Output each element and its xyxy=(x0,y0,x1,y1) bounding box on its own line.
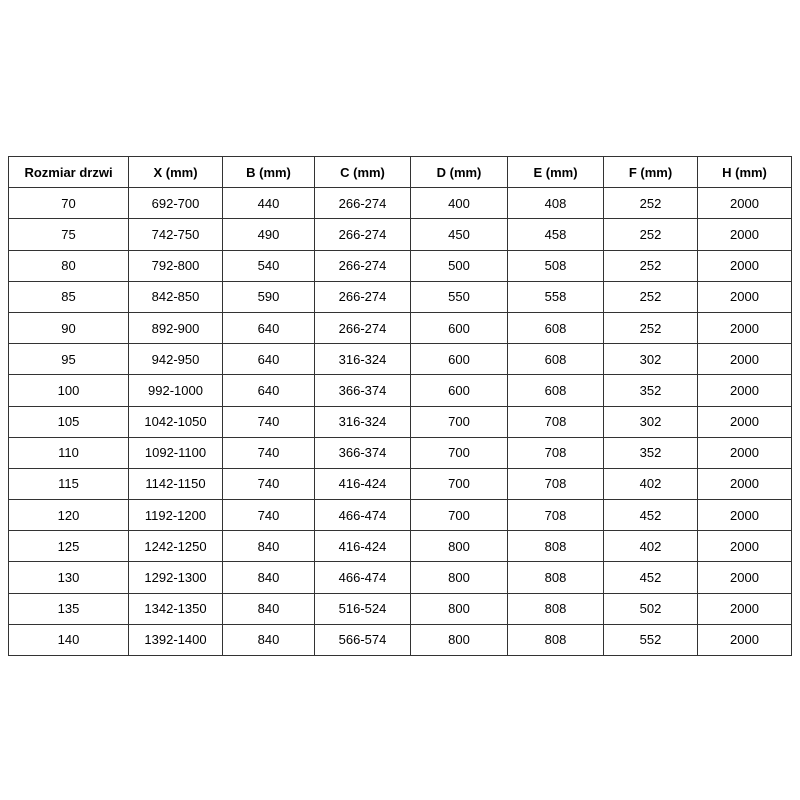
table-row xyxy=(9,281,792,312)
table-cell: 842-850 xyxy=(129,281,223,312)
table-cell: 808 xyxy=(508,562,604,593)
table-cell: 800 xyxy=(411,593,508,624)
table-cell: 2000 xyxy=(698,468,792,499)
table-cell: 840 xyxy=(223,624,315,655)
table-cell: 640 xyxy=(223,344,315,375)
table-cell: 115 xyxy=(9,468,129,499)
table-cell: 540 xyxy=(223,250,315,281)
table-cell: 558 xyxy=(508,281,604,312)
table-cell: 2000 xyxy=(698,188,792,219)
table-cell: 266-274 xyxy=(315,250,411,281)
table-body xyxy=(9,188,792,656)
table-cell: 105 xyxy=(9,406,129,437)
table-cell: 302 xyxy=(604,344,698,375)
table-row xyxy=(9,593,792,624)
table-cell: 85 xyxy=(9,281,129,312)
table-cell: 1092-1100 xyxy=(129,437,223,468)
table-cell: 95 xyxy=(9,344,129,375)
door-size-table-container xyxy=(8,156,792,656)
table-cell: 458 xyxy=(508,219,604,250)
table-cell: 402 xyxy=(604,531,698,562)
table-cell: 1042-1050 xyxy=(129,406,223,437)
table-cell: 1342-1350 xyxy=(129,593,223,624)
table-cell: 2000 xyxy=(698,375,792,406)
table-row xyxy=(9,500,792,531)
table-cell: 252 xyxy=(604,281,698,312)
table-cell: 466-474 xyxy=(315,500,411,531)
table-cell: 1392-1400 xyxy=(129,624,223,655)
table-cell: 2000 xyxy=(698,593,792,624)
table-cell: 840 xyxy=(223,593,315,624)
table-row xyxy=(9,468,792,499)
table-cell: 400 xyxy=(411,188,508,219)
table-cell: 1292-1300 xyxy=(129,562,223,593)
table-cell: 120 xyxy=(9,500,129,531)
table-row xyxy=(9,219,792,250)
table-cell: 708 xyxy=(508,437,604,468)
table-cell: 2000 xyxy=(698,437,792,468)
table-cell: 140 xyxy=(9,624,129,655)
table-cell: 2000 xyxy=(698,344,792,375)
table-cell: 352 xyxy=(604,375,698,406)
table-row xyxy=(9,437,792,468)
table-cell: 352 xyxy=(604,437,698,468)
table-cell: 708 xyxy=(508,406,604,437)
table-cell: 792-800 xyxy=(129,250,223,281)
table-cell: 90 xyxy=(9,312,129,343)
column-header: D (mm) xyxy=(411,157,508,188)
table-cell: 80 xyxy=(9,250,129,281)
table-cell: 550 xyxy=(411,281,508,312)
column-header: Rozmiar drzwi xyxy=(9,157,129,188)
table-cell: 266-274 xyxy=(315,219,411,250)
table-cell: 640 xyxy=(223,312,315,343)
table-cell: 316-324 xyxy=(315,406,411,437)
table-cell: 450 xyxy=(411,219,508,250)
table-cell: 416-424 xyxy=(315,468,411,499)
table-cell: 2000 xyxy=(698,219,792,250)
table-cell: 740 xyxy=(223,437,315,468)
table-row xyxy=(9,344,792,375)
table-row xyxy=(9,375,792,406)
table-row xyxy=(9,312,792,343)
table-cell: 700 xyxy=(411,406,508,437)
table-cell: 508 xyxy=(508,250,604,281)
table-cell: 416-424 xyxy=(315,531,411,562)
column-header: H (mm) xyxy=(698,157,792,188)
table-cell: 800 xyxy=(411,562,508,593)
table-cell: 135 xyxy=(9,593,129,624)
table-cell: 942-950 xyxy=(129,344,223,375)
table-cell: 2000 xyxy=(698,250,792,281)
table-cell: 740 xyxy=(223,468,315,499)
table-row xyxy=(9,624,792,655)
column-header: C (mm) xyxy=(315,157,411,188)
table-cell: 75 xyxy=(9,219,129,250)
table-cell: 252 xyxy=(604,312,698,343)
table-cell: 302 xyxy=(604,406,698,437)
header-row xyxy=(9,157,792,188)
table-cell: 700 xyxy=(411,500,508,531)
door-size-table xyxy=(8,156,792,656)
table-cell: 1242-1250 xyxy=(129,531,223,562)
table-cell: 130 xyxy=(9,562,129,593)
table-cell: 590 xyxy=(223,281,315,312)
table-cell: 516-524 xyxy=(315,593,411,624)
table-header xyxy=(9,157,792,188)
table-cell: 266-274 xyxy=(315,188,411,219)
table-cell: 708 xyxy=(508,468,604,499)
table-cell: 600 xyxy=(411,375,508,406)
table-cell: 808 xyxy=(508,624,604,655)
table-cell: 266-274 xyxy=(315,281,411,312)
table-cell: 566-574 xyxy=(315,624,411,655)
table-row xyxy=(9,188,792,219)
table-cell: 2000 xyxy=(698,531,792,562)
table-cell: 808 xyxy=(508,593,604,624)
table-cell: 892-900 xyxy=(129,312,223,343)
table-row xyxy=(9,406,792,437)
table-cell: 608 xyxy=(508,312,604,343)
table-row xyxy=(9,250,792,281)
table-cell: 2000 xyxy=(698,406,792,437)
table-cell: 70 xyxy=(9,188,129,219)
table-cell: 600 xyxy=(411,312,508,343)
table-cell: 502 xyxy=(604,593,698,624)
table-cell: 640 xyxy=(223,375,315,406)
table-cell: 692-700 xyxy=(129,188,223,219)
column-header: F (mm) xyxy=(604,157,698,188)
table-cell: 466-474 xyxy=(315,562,411,593)
table-cell: 608 xyxy=(508,375,604,406)
table-cell: 740 xyxy=(223,406,315,437)
table-cell: 2000 xyxy=(698,624,792,655)
table-row xyxy=(9,562,792,593)
table-cell: 490 xyxy=(223,219,315,250)
table-cell: 366-374 xyxy=(315,375,411,406)
table-cell: 252 xyxy=(604,188,698,219)
table-cell: 700 xyxy=(411,437,508,468)
table-cell: 2000 xyxy=(698,312,792,343)
table-cell: 402 xyxy=(604,468,698,499)
table-cell: 808 xyxy=(508,531,604,562)
table-cell: 992-1000 xyxy=(129,375,223,406)
table-cell: 742-750 xyxy=(129,219,223,250)
column-header: E (mm) xyxy=(508,157,604,188)
table-cell: 840 xyxy=(223,562,315,593)
table-cell: 316-324 xyxy=(315,344,411,375)
table-cell: 2000 xyxy=(698,562,792,593)
table-cell: 840 xyxy=(223,531,315,562)
column-header: B (mm) xyxy=(223,157,315,188)
table-cell: 408 xyxy=(508,188,604,219)
table-cell: 252 xyxy=(604,219,698,250)
table-cell: 552 xyxy=(604,624,698,655)
table-row xyxy=(9,531,792,562)
table-cell: 452 xyxy=(604,562,698,593)
table-cell: 252 xyxy=(604,250,698,281)
table-cell: 266-274 xyxy=(315,312,411,343)
table-cell: 740 xyxy=(223,500,315,531)
table-cell: 500 xyxy=(411,250,508,281)
table-cell: 100 xyxy=(9,375,129,406)
table-cell: 452 xyxy=(604,500,698,531)
table-cell: 125 xyxy=(9,531,129,562)
table-cell: 1192-1200 xyxy=(129,500,223,531)
table-cell: 366-374 xyxy=(315,437,411,468)
table-cell: 800 xyxy=(411,624,508,655)
table-cell: 1142-1150 xyxy=(129,468,223,499)
table-cell: 608 xyxy=(508,344,604,375)
table-cell: 2000 xyxy=(698,281,792,312)
table-cell: 600 xyxy=(411,344,508,375)
table-cell: 800 xyxy=(411,531,508,562)
column-header: X (mm) xyxy=(129,157,223,188)
table-cell: 110 xyxy=(9,437,129,468)
table-cell: 700 xyxy=(411,468,508,499)
table-cell: 2000 xyxy=(698,500,792,531)
table-cell: 440 xyxy=(223,188,315,219)
table-cell: 708 xyxy=(508,500,604,531)
